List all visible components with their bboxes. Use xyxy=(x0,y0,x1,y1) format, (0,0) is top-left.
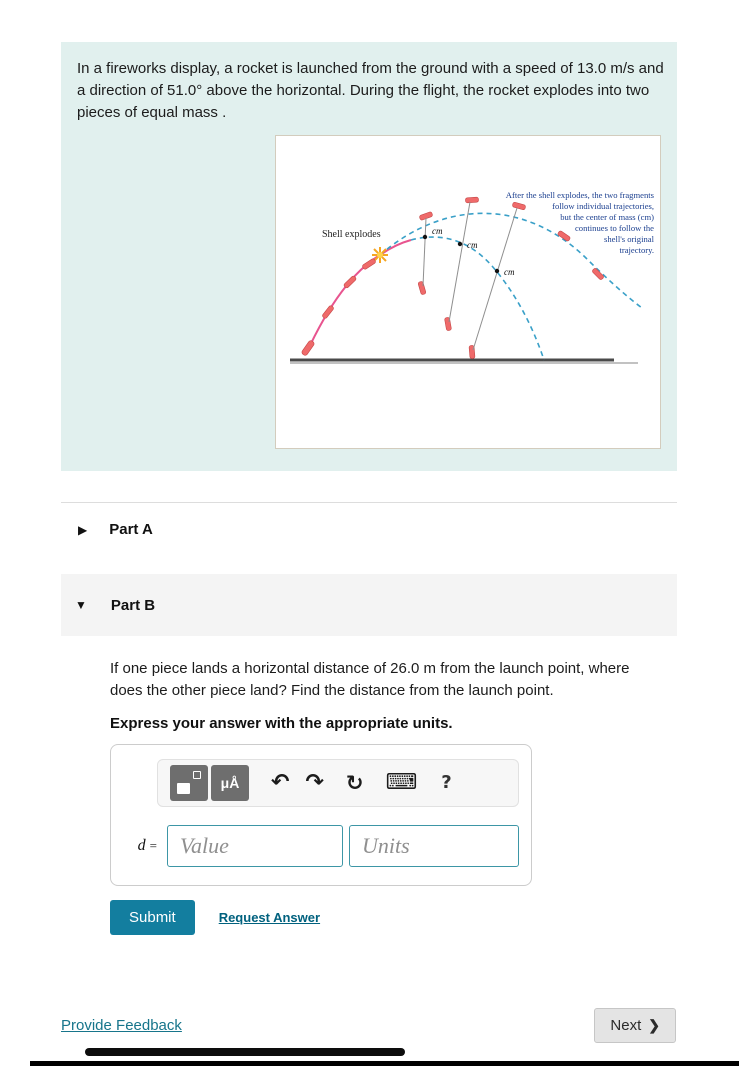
fragment-connectors xyxy=(423,202,517,350)
svg-text:trajectory.: trajectory. xyxy=(619,245,654,256)
part-b-question: If one piece lands a horizontal distance of 26.0 m from the launch point, where does the other piece land? Find the distance from the launch point. xyxy=(110,660,630,699)
horizontal-scrollbar-thumb[interactable] xyxy=(85,1048,405,1056)
keyboard-icon[interactable]: ⌨ xyxy=(385,770,418,796)
answer-panel xyxy=(110,744,532,886)
part-a-label: Part A xyxy=(109,521,153,539)
units-input[interactable] xyxy=(349,825,519,867)
shell-explodes-label: Shell explodes xyxy=(322,229,381,241)
svg-text:shell's original: shell's original xyxy=(603,234,654,245)
undo-button[interactable]: ↶ xyxy=(271,770,290,796)
problem-statement: In a fireworks display, a rocket is launched from the ground with a speed of 13.0 m/s and a direction of 51.0° above the horizontal. During the flight, the rocket explodes into two pieces of equal mass . xyxy=(77,60,664,121)
units-template-button[interactable] xyxy=(170,765,208,801)
reset-button[interactable]: ↻ xyxy=(345,770,364,795)
cm-label-3: cm xyxy=(504,267,515,278)
template-superscript-icon xyxy=(193,771,201,779)
unit-symbols-button[interactable] xyxy=(211,765,249,801)
part-b-label: Part B xyxy=(110,596,156,614)
variable-label: d = xyxy=(137,836,157,854)
part-b-header[interactable] xyxy=(61,574,677,636)
answer-input-row xyxy=(123,825,519,867)
next-button[interactable] xyxy=(594,1008,676,1043)
trajectory-diagram xyxy=(276,136,660,448)
chevron-right-icon[interactable]: ▶ xyxy=(78,522,88,537)
help-button[interactable]: ? xyxy=(441,772,452,794)
submit-button[interactable]: Submit xyxy=(110,900,195,935)
micro-angstrom-icon: μÅ xyxy=(220,774,240,791)
rocket-fragments xyxy=(301,197,604,359)
svg-text:continues to follow the: continues to follow the xyxy=(574,223,654,234)
equation-toolbar xyxy=(157,759,519,807)
provide-feedback-link[interactable]: Provide Feedback xyxy=(61,1017,182,1034)
submit-row xyxy=(110,900,677,935)
bottom-navigation xyxy=(61,1008,676,1043)
request-answer-link[interactable]: Request Answer xyxy=(218,909,321,925)
main-content xyxy=(61,42,677,935)
bottom-edge-bar xyxy=(30,1061,739,1066)
svg-text:but the center of mass (cm): but the center of mass (cm) xyxy=(560,212,654,223)
svg-text:After the shell explodes, the: After the shell explodes, the two fragments xyxy=(505,190,654,201)
trajectory-figure xyxy=(275,135,661,449)
figure-caption xyxy=(506,190,655,255)
answer-instruction: Express your answer with the appropriate units. xyxy=(110,714,453,732)
redo-button[interactable]: ↷ xyxy=(305,770,324,796)
chevron-down-icon[interactable]: ▼ xyxy=(75,598,87,613)
chevron-right-icon: ❯ xyxy=(648,1017,660,1033)
next-label: Next xyxy=(610,1017,642,1034)
cm-label-1: cm xyxy=(432,226,443,237)
svg-text:follow individual trajectories: follow individual trajectories, xyxy=(552,201,654,212)
cm-label-2: cm xyxy=(467,240,478,251)
shell-trajectory-path xyxy=(306,240,411,354)
template-box-icon xyxy=(177,783,190,794)
part-a-header[interactable] xyxy=(61,503,677,556)
cm-trajectory-path xyxy=(411,237,544,360)
part-b-body xyxy=(61,636,677,935)
problem-panel xyxy=(61,42,677,471)
value-input[interactable] xyxy=(167,825,343,867)
